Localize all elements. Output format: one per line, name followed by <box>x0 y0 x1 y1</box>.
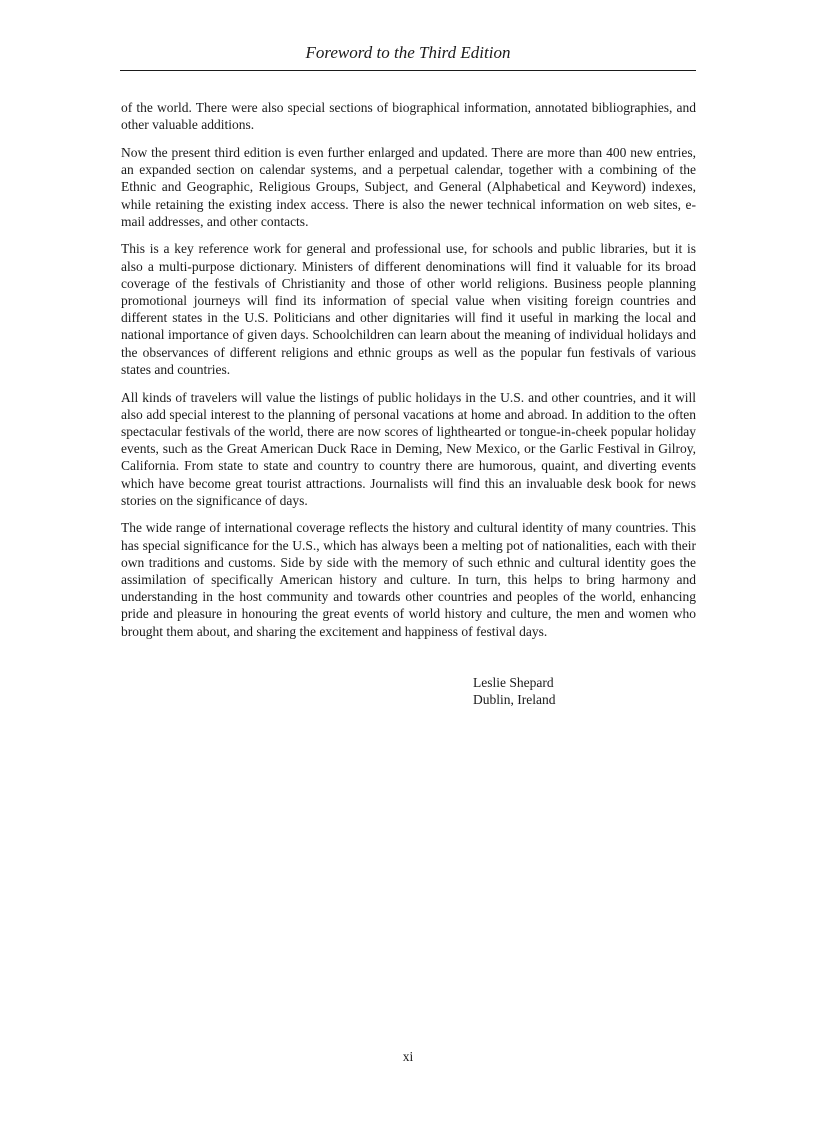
paragraph-3: This is a key reference work for general and professional use, for schools and public libraries, but it is also a multi-purpose dictionary. Ministers of different denominations will find it valuable for its broad coverage of the festivals of Christianity and those of other world religions. Business people planning promotional journeys will find its information of special value when visiting foreign countries and different states in the U.S. Politicians and other dignitaries will find it useful in marking the local and national importance of given days. Schoolchildren can learn about the meaning of individual holidays and the observances of different religions and ethnic groups as well as the popular fun festivals of various states and countries. <box>121 241 696 377</box>
author-name: Leslie Shepard <box>473 675 554 690</box>
author-location: Dublin, Ireland <box>473 692 556 708</box>
running-head-title: Foreword to the Third Edition <box>305 43 511 62</box>
header-rule <box>120 70 696 71</box>
foreword-body <box>121 99 696 650</box>
paragraph-1: of the world. There were also special sections of biographical information, annotated bibliographies, and other valuable additions. <box>121 100 696 133</box>
paragraph-5: The wide range of international coverage reflects the history and cultural identity of many countries. This has special significance for the U.S., which has always been a melting pot of nationalities, each with their own traditions and customs. Side by side with the memory of such ethnic and cultural identity goes the assimilation of specifically American history and culture. In turn, this helps to bring harmony and understanding in the host community and towards other countries and peoples of the world, enhancing pride and pleasure in honouring the great events of world history and culture, the men and women who brought them about, and sharing the excitement and happiness of festival days. <box>121 520 696 639</box>
paragraph-2: Now the present third edition is even further enlarged and updated. There are more than 400 new entries, an expanded section on calendar systems, and a perpetual calendar, together with a combining of the Ethnic and Geographic, Religious Groups, Subject, and General (Alphabetical and Keyword) indexes, while retaining the existing index access. There is also the newer technical information on web sites, e-mail addresses, and other contacts. <box>121 144 696 229</box>
signature-block <box>473 674 555 708</box>
paragraph-4: All kinds of travelers will value the listings of public holidays in the U.S. and other countries, and it will also add special interest to the planning of personal vacations at home and abroad. In addition to the often spectacular festivals of the world, there are now scores of lighthearted or tongue-in-cheek popular holiday events, such as the Great American Duck Race in Deming, New Mexico, or the Garlic Festival in Gilroy, California. From state to state and country to country there are humorous, quaint, and diverting events which have become great tourist attractions. Journalists will find this an invaluable desk book for news stories on the significance of days. <box>121 389 696 508</box>
page-number: xi <box>402 1049 414 1064</box>
